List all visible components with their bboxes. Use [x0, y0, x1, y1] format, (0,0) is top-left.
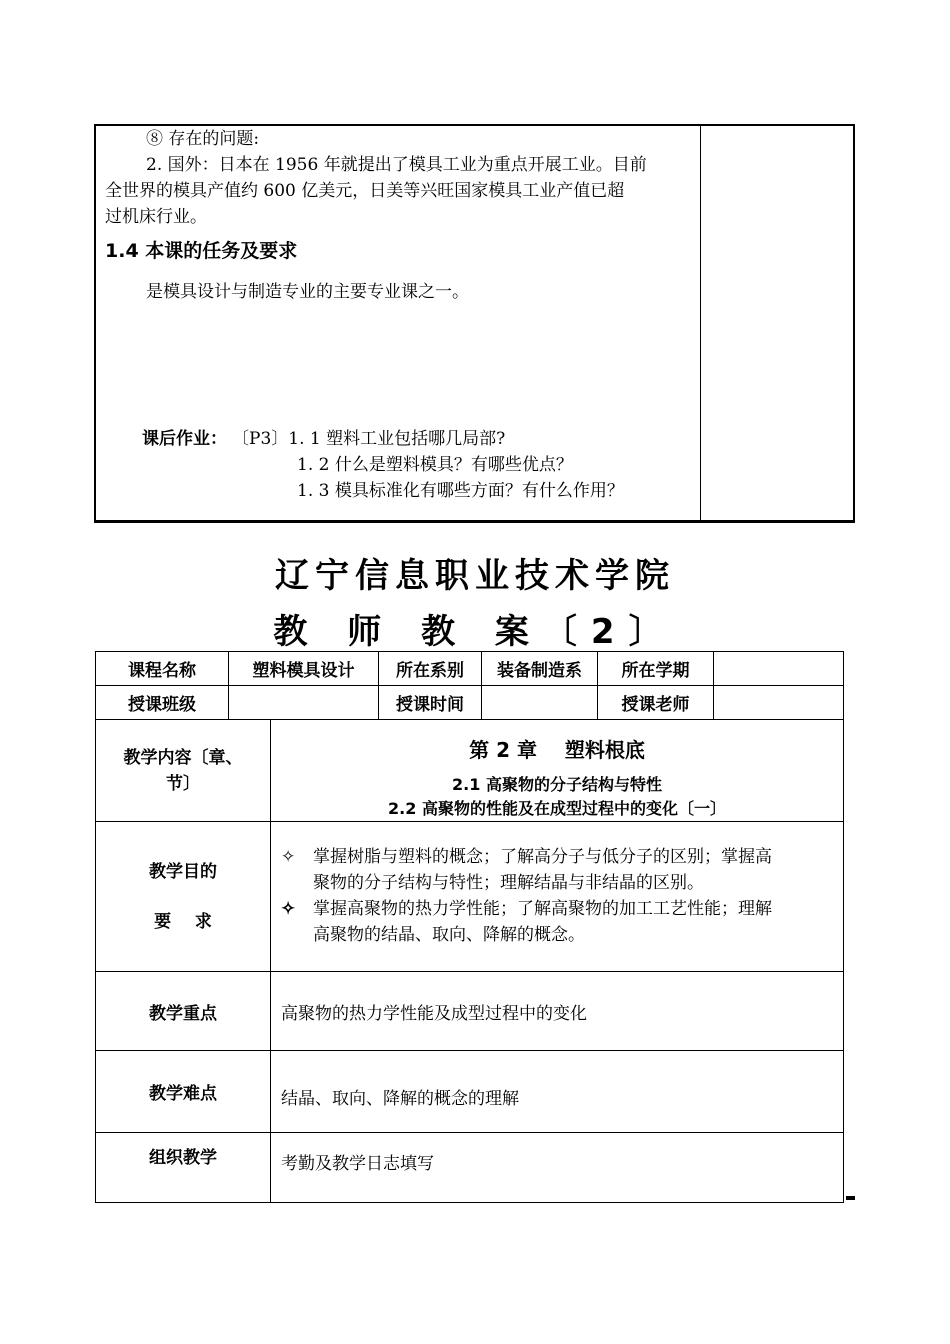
section-item: 2.2 高聚物的性能及在成型过程中的变化〔一〕	[388, 799, 726, 818]
column-divider	[700, 126, 701, 520]
time-label: 授课时间	[379, 686, 482, 720]
text-line: 过机床行业。	[105, 207, 207, 227]
text-line: 2. 国外：日本在 1956 年就提出了模具工业为重点开展工业。目前	[146, 155, 647, 175]
objectives-label-line: 要 求	[154, 911, 212, 932]
objective-line: 掌握高聚物的热力学性能；了解高聚物的加工工艺性能；理解	[313, 899, 772, 919]
lesson-plan-table	[95, 651, 844, 1203]
chapter-title: 第 2 章 塑料根底	[469, 738, 645, 762]
teacher-label: 授课老师	[598, 686, 714, 720]
corner-mark	[846, 1196, 855, 1200]
organization-text: 考勤及教学日志填写	[271, 1133, 844, 1203]
section-item: 2.1 高聚物的分子结构与特性	[452, 775, 662, 794]
objective-line: 聚物的分子结构与特性；理解结晶与非结晶的区别。	[313, 873, 704, 893]
section-heading: 1.4 本课的任务及要求	[105, 240, 298, 262]
department-value: 装备制造系	[482, 652, 598, 686]
objective-item	[271, 844, 843, 896]
objectives-label-line: 教学目的	[149, 861, 217, 882]
difficulties-text: 结晶、取向、降解的概念的理解	[271, 1051, 844, 1133]
course-name-label: 课程名称	[96, 652, 229, 686]
difficulties-label: 教学难点	[96, 1051, 271, 1133]
objective-line: 掌握树脂与塑料的概念；了解高分子与低分子的区别；掌握高	[313, 847, 772, 867]
homework-label: 课后作业：	[142, 429, 227, 449]
task-text: 是模具设计与制造专业的主要专业课之一。	[146, 282, 469, 302]
document-title: 教 师 教 案〔2〕	[273, 612, 677, 652]
objective-item	[271, 896, 843, 948]
objective-line: 高聚物的结晶、取向、降解的概念。	[313, 925, 585, 945]
semester-label: 所在学期	[598, 652, 714, 686]
diamond-bullet-icon: ✧	[281, 899, 296, 919]
objectives-cell	[271, 822, 844, 972]
course-name-value: 塑料模具设计	[229, 652, 379, 686]
class-label: 授课班级	[96, 686, 229, 720]
time-value	[482, 686, 598, 720]
key-points-text: 高聚物的热力学性能及成型过程中的变化	[271, 972, 844, 1051]
homework-item: 〔P3〕1. 1 塑料工业包括哪几局部?	[232, 429, 506, 449]
department-label: 所在系别	[379, 652, 482, 686]
semester-value	[714, 652, 844, 686]
content-cell	[271, 720, 844, 822]
teacher-value	[714, 686, 844, 720]
homework-item: 1. 2 什么是塑料模具？有哪些优点？	[297, 455, 573, 475]
objectives-label	[96, 822, 271, 972]
organization-label: 组织教学	[96, 1133, 271, 1203]
school-title: 辽宁信息职业技术学院	[275, 556, 675, 596]
text-line: 全世界的模具产值约 600 亿美元，日美等兴旺国家模具工业产值已超	[105, 181, 625, 201]
text-line: ⑧ 存在的问题:	[146, 129, 260, 149]
content-label: 教学内容〔章、节〕	[96, 720, 271, 822]
key-points-label: 教学重点	[96, 972, 271, 1051]
class-value	[229, 686, 379, 720]
homework-item: 1. 3 模具标准化有哪些方面？有什么作用？	[297, 481, 624, 501]
diamond-bullet-icon: ✧	[281, 847, 296, 867]
